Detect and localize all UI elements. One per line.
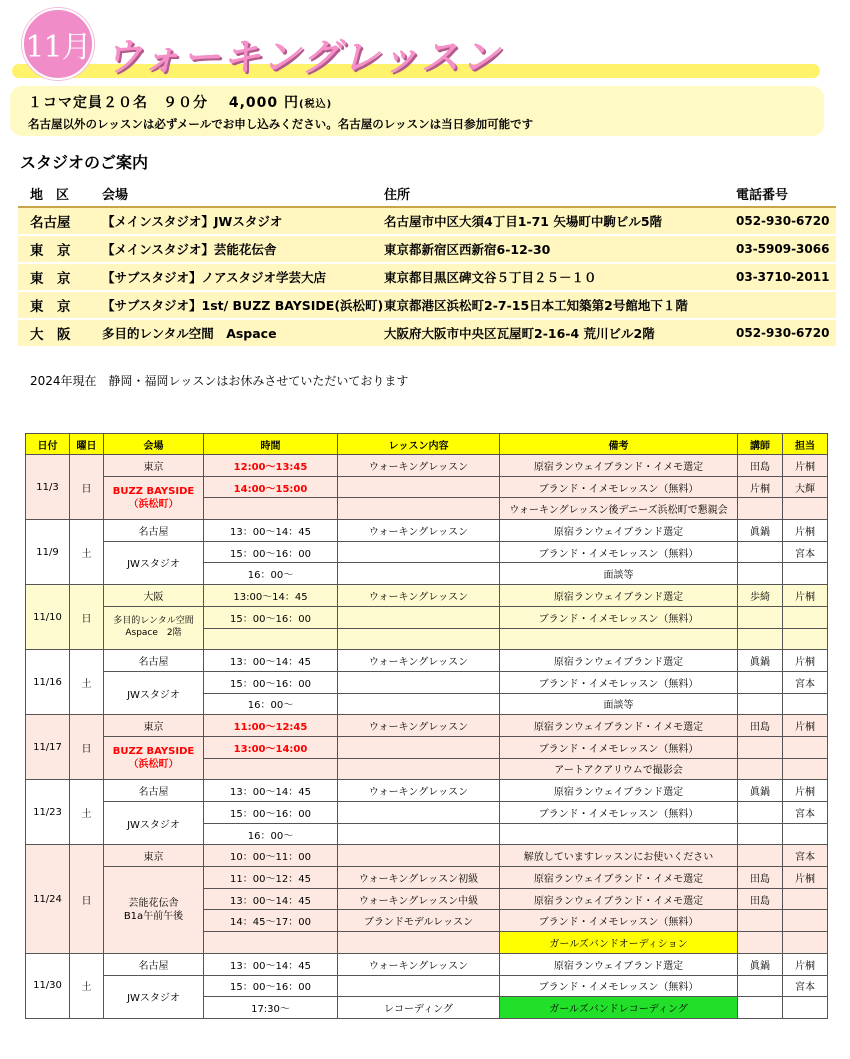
table-row (26, 650, 828, 672)
table-row (26, 736, 828, 758)
table-row (26, 455, 828, 477)
teacher-cell: 田島 (738, 867, 783, 889)
staff-cell (783, 693, 828, 715)
venue-cell: 名古屋 (104, 953, 204, 975)
time-cell (204, 628, 338, 650)
staff-cell (783, 888, 828, 910)
staff-cell (783, 606, 828, 628)
month-badge (22, 8, 94, 80)
table-row (26, 476, 828, 498)
teacher-cell: 田島 (738, 715, 783, 737)
teacher-cell (738, 823, 783, 845)
studio-area: 東 京 (30, 299, 71, 315)
lesson-cell: レコーディング (338, 997, 500, 1019)
lesson-cell: ウォーキングレッスン (338, 650, 500, 672)
weekday-cell: 土 (70, 650, 104, 715)
staff-cell (783, 997, 828, 1019)
venue-cell: 東京 (104, 715, 204, 737)
date-cell: 11/9 (26, 520, 70, 585)
staff-cell: 宮本 (783, 802, 828, 824)
info-capacity-price: １コマ定員２０名 ９０分 4,000 円(税込) (28, 95, 333, 111)
lesson-cell: ウォーキングレッスン (338, 455, 500, 477)
note-cell: ブランド・イメモレッスン（無料） (500, 975, 738, 997)
teacher-cell (738, 997, 783, 1019)
teacher-cell: 歩綺 (738, 585, 783, 607)
venue-cell: JWスタジオ (104, 541, 204, 584)
studio-address: 東京都港区浜松町2-7-15日本工知築第2号館地下１階 (384, 298, 688, 313)
studio-tel: 03-5909-3066 (736, 242, 830, 256)
time-cell: 15：00～16：00 (204, 802, 338, 824)
page-title: ウォーキングレッスン (104, 35, 501, 79)
time-cell: 15：00～16：00 (204, 606, 338, 628)
venue-cell: 多目的レンタル空間 Aspace 2階 (104, 606, 204, 649)
teacher-cell: 田島 (738, 455, 783, 477)
staff-cell: 宮本 (783, 975, 828, 997)
studio-section-title: スタジオのご案内 (20, 153, 149, 172)
weekday-cell: 土 (70, 953, 104, 1018)
note-cell: 面談等 (500, 563, 738, 585)
staff-cell: 片桐 (783, 520, 828, 542)
note-cell: ブランド・イメモレッスン（無料） (500, 476, 738, 498)
note-cell: ブランド・イメモレッスン（無料） (500, 802, 738, 824)
col-tel: 電話番号 (736, 187, 789, 203)
staff-cell (783, 628, 828, 650)
table-row (26, 867, 828, 889)
time-cell (204, 932, 338, 954)
note-cell: 原宿ランウェイブランド選定 (500, 953, 738, 975)
time-cell (204, 758, 338, 780)
lesson-cell (338, 541, 500, 563)
teacher-cell (738, 845, 783, 867)
table-row (26, 606, 828, 628)
studio-area: 東 京 (30, 271, 71, 287)
teacher-cell: 片桐 (738, 476, 783, 498)
time-cell: 11:00～12:45 (204, 715, 338, 737)
info-box (10, 86, 824, 136)
info-booking-note: 名古屋以外のレッスンは必ずメールでお申し込みください。名古屋のレッスンは当日参加可能です (28, 117, 534, 131)
note-cell: 原宿ランウェイブランド選定 (500, 520, 738, 542)
studio-venue: 【メインスタジオ】JWスタジオ (102, 214, 283, 229)
venue-cell: BUZZ BAYSIDE （浜松町） (104, 476, 204, 519)
staff-cell: 片桐 (783, 455, 828, 477)
studio-row (18, 292, 836, 320)
date-cell: 11/10 (26, 585, 70, 650)
schedule-table (25, 433, 828, 1019)
date-cell: 11/16 (26, 650, 70, 715)
staff-cell: 片桐 (783, 715, 828, 737)
note-cell: ブランド・イメモレッスン（無料） (500, 606, 738, 628)
staff-cell: 片桐 (783, 780, 828, 802)
lesson-cell (338, 476, 500, 498)
col-teacher: 講師 (738, 434, 783, 455)
studio-address: 東京都目黒区碑文谷５丁目２５－１０ (384, 270, 597, 285)
lesson-cell (338, 845, 500, 867)
staff-cell: 片桐 (783, 867, 828, 889)
venue-cell: 東京 (104, 845, 204, 867)
studio-tel: 03-3710-2011 (736, 270, 830, 284)
lesson-cell (338, 606, 500, 628)
time-cell: 16：00～ (204, 693, 338, 715)
lesson-cell (338, 758, 500, 780)
teacher-cell: 眞鍋 (738, 650, 783, 672)
time-cell: 14：45～17：00 (204, 910, 338, 932)
teacher-cell (738, 606, 783, 628)
studio-area: 東 京 (30, 243, 71, 259)
studio-tel: 052-930-6720 (736, 326, 830, 340)
time-cell: 10：00～11：00 (204, 845, 338, 867)
teacher-cell (738, 693, 783, 715)
col-address: 住所 (384, 187, 411, 203)
studio-venue: 【サブスタジオ】ノアスタジオ学芸大店 (102, 270, 327, 285)
note-cell: 原宿ランウェイブランド選定 (500, 780, 738, 802)
staff-cell (783, 910, 828, 932)
time-cell: 13：00～14：45 (204, 888, 338, 910)
studio-area: 大 阪 (30, 327, 71, 343)
col-lesson: レッスン内容 (338, 434, 500, 455)
teacher-cell (738, 541, 783, 563)
staff-cell (783, 563, 828, 585)
time-cell: 11：00～12：45 (204, 867, 338, 889)
staff-cell: 片桐 (783, 650, 828, 672)
venue-cell: JWスタジオ (104, 802, 204, 845)
date-cell: 11/17 (26, 715, 70, 780)
studio-venue: 【メインスタジオ】芸能花伝舎 (102, 242, 277, 257)
date-cell: 11/23 (26, 780, 70, 845)
note-cell-recording: ガールズバンドレコーディング (500, 997, 738, 1019)
lesson-cell: ウォーキングレッスン (338, 780, 500, 802)
teacher-cell (738, 932, 783, 954)
note-cell: 原宿ランウェイブランド選定 (500, 650, 738, 672)
venue-cell: JWスタジオ (104, 671, 204, 714)
lesson-cell (338, 823, 500, 845)
weekday-cell: 日 (70, 845, 104, 953)
lesson-cell: ウォーキングレッスン (338, 520, 500, 542)
venue-cell: 名古屋 (104, 650, 204, 672)
col-date: 日付 (26, 434, 70, 455)
month-label: 11月 (25, 30, 91, 65)
time-cell: 13：00～14：45 (204, 953, 338, 975)
studio-area: 名古屋 (30, 215, 71, 231)
table-row (26, 585, 828, 607)
weekday-cell: 土 (70, 520, 104, 585)
teacher-cell (738, 628, 783, 650)
venue-cell: 名古屋 (104, 520, 204, 542)
studio-row (18, 236, 836, 264)
weekday-cell: 日 (70, 715, 104, 780)
lesson-cell (338, 932, 500, 954)
col-venue: 会場 (102, 187, 129, 203)
time-cell: 15：00～16：00 (204, 975, 338, 997)
schedule-header-row (26, 434, 828, 455)
table-row (26, 671, 828, 693)
col-time: 時間 (204, 434, 338, 455)
time-cell: 14:00～15:00 (204, 476, 338, 498)
table-row (26, 975, 828, 997)
tax-note: (税込) (299, 99, 333, 110)
time-cell: 13:00～14:00 (204, 736, 338, 758)
teacher-cell (738, 671, 783, 693)
table-row (26, 541, 828, 563)
weekday-cell: 日 (70, 455, 104, 520)
note-cell: アートアクアリウムで撮影会 (500, 758, 738, 780)
lesson-cell: ウォーキングレッスン (338, 585, 500, 607)
note-cell: 原宿ランウェイブランド・イメモ選定 (500, 455, 738, 477)
teacher-cell (738, 498, 783, 520)
date-cell: 11/3 (26, 455, 70, 520)
time-cell: 13：00～14：45 (204, 520, 338, 542)
table-row (26, 845, 828, 867)
note-cell: ブランド・イメモレッスン（無料） (500, 541, 738, 563)
weekday-cell: 土 (70, 780, 104, 845)
teacher-cell: 眞鍋 (738, 953, 783, 975)
table-row (26, 520, 828, 542)
note-cell (500, 823, 738, 845)
note-cell-audition: ガールズバンドオーディション (500, 932, 738, 954)
lesson-cell (338, 736, 500, 758)
studio-table-header (18, 180, 836, 208)
teacher-cell (738, 758, 783, 780)
note-cell: ブランド・イメモレッスン（無料） (500, 910, 738, 932)
staff-cell (783, 736, 828, 758)
col-area: 地 区 (30, 187, 70, 203)
note-cell: 原宿ランウェイブランド選定 (500, 585, 738, 607)
staff-cell: 大輝 (783, 476, 828, 498)
studio-table (18, 180, 836, 348)
staff-cell (783, 758, 828, 780)
time-cell: 13:00～14：45 (204, 585, 338, 607)
staff-cell: 片桐 (783, 953, 828, 975)
lesson-cell (338, 563, 500, 585)
venue-cell: 大阪 (104, 585, 204, 607)
col-venue: 会場 (104, 434, 204, 455)
teacher-cell (738, 975, 783, 997)
studio-row (18, 208, 836, 236)
lesson-cell (338, 975, 500, 997)
table-row (26, 715, 828, 737)
venue-cell: BUZZ BAYSIDE （浜松町） (104, 736, 204, 779)
table-row (26, 953, 828, 975)
lesson-cell: ウォーキングレッスン初級 (338, 867, 500, 889)
time-cell: 16：00～ (204, 563, 338, 585)
time-cell (204, 498, 338, 520)
date-cell: 11/24 (26, 845, 70, 953)
staff-cell: 宮本 (783, 845, 828, 867)
lesson-cell: ウォーキングレッスン (338, 953, 500, 975)
staff-cell (783, 932, 828, 954)
time-cell: 12:00～13:45 (204, 455, 338, 477)
lesson-cell: ウォーキングレッスン (338, 715, 500, 737)
lesson-cell (338, 693, 500, 715)
teacher-cell (738, 736, 783, 758)
staff-cell: 宮本 (783, 671, 828, 693)
lesson-cell: ウォーキングレッスン中級 (338, 888, 500, 910)
lesson-cell (338, 671, 500, 693)
staff-cell (783, 498, 828, 520)
venue-cell: JWスタジオ (104, 975, 204, 1018)
studio-row (18, 264, 836, 292)
studio-venue: 多目的レンタル空間 Aspace (102, 326, 277, 341)
teacher-cell (738, 563, 783, 585)
teacher-cell (738, 910, 783, 932)
studio-address: 名古屋市中区大須4丁目1-71 矢場町中駒ビル5階 (384, 214, 663, 229)
note-cell: 解放していますレッスンにお使いください (500, 845, 738, 867)
weekday-cell: 日 (70, 585, 104, 650)
teacher-cell (738, 802, 783, 824)
studio-address: 東京都新宿区西新宿6-12-30 (384, 242, 551, 257)
note-cell: 原宿ランウェイブランド・イメモ選定 (500, 715, 738, 737)
venue-cell: 芸能花伝舎 B1a午前午後 (104, 867, 204, 954)
note-cell (500, 628, 738, 650)
note-cell: ブランド・イメモレッスン（無料） (500, 736, 738, 758)
note-cell: ウォーキングレッスン後デニーズ浜松町で懇親会 (500, 498, 738, 520)
closure-notice: 2024年現在 静岡・福岡レッスンはお休みさせていただいております (30, 374, 409, 388)
lesson-cell (338, 628, 500, 650)
time-cell: 13：00～14：45 (204, 780, 338, 802)
col-note: 備考 (500, 434, 738, 455)
note-cell: ブランド・イメモレッスン（無料） (500, 671, 738, 693)
note-cell: 原宿ランウェイブランド・イメモ選定 (500, 867, 738, 889)
teacher-cell: 田島 (738, 888, 783, 910)
lesson-cell (338, 498, 500, 520)
note-cell: 面談等 (500, 693, 738, 715)
studio-row (18, 320, 836, 348)
date-cell: 11/30 (26, 953, 70, 1018)
table-row (26, 802, 828, 824)
time-cell: 16：00～ (204, 823, 338, 845)
time-cell: 15：00～16：00 (204, 541, 338, 563)
time-cell: 17:30～ (204, 997, 338, 1019)
staff-cell: 片桐 (783, 585, 828, 607)
lesson-cell: ブランドモデルレッスン (338, 910, 500, 932)
note-cell: 原宿ランウェイブランド・イメモ選定 (500, 888, 738, 910)
venue-cell: 東京 (104, 455, 204, 477)
studio-address: 大阪府大阪市中央区瓦屋町2-16-4 荒川ビル2階 (384, 326, 655, 341)
table-row (26, 780, 828, 802)
staff-cell: 宮本 (783, 541, 828, 563)
teacher-cell: 眞鍋 (738, 520, 783, 542)
teacher-cell: 眞鍋 (738, 780, 783, 802)
time-cell: 13：00～14：45 (204, 650, 338, 672)
studio-tel: 052-930-6720 (736, 214, 830, 228)
staff-cell (783, 823, 828, 845)
col-weekday: 曜日 (70, 434, 104, 455)
lesson-cell (338, 802, 500, 824)
time-cell: 15：00～16：00 (204, 671, 338, 693)
venue-cell: 名古屋 (104, 780, 204, 802)
col-staff: 担当 (783, 434, 828, 455)
studio-venue: 【サブスタジオ】1st/ BUZZ BAYSIDE(浜松町) (102, 298, 384, 313)
